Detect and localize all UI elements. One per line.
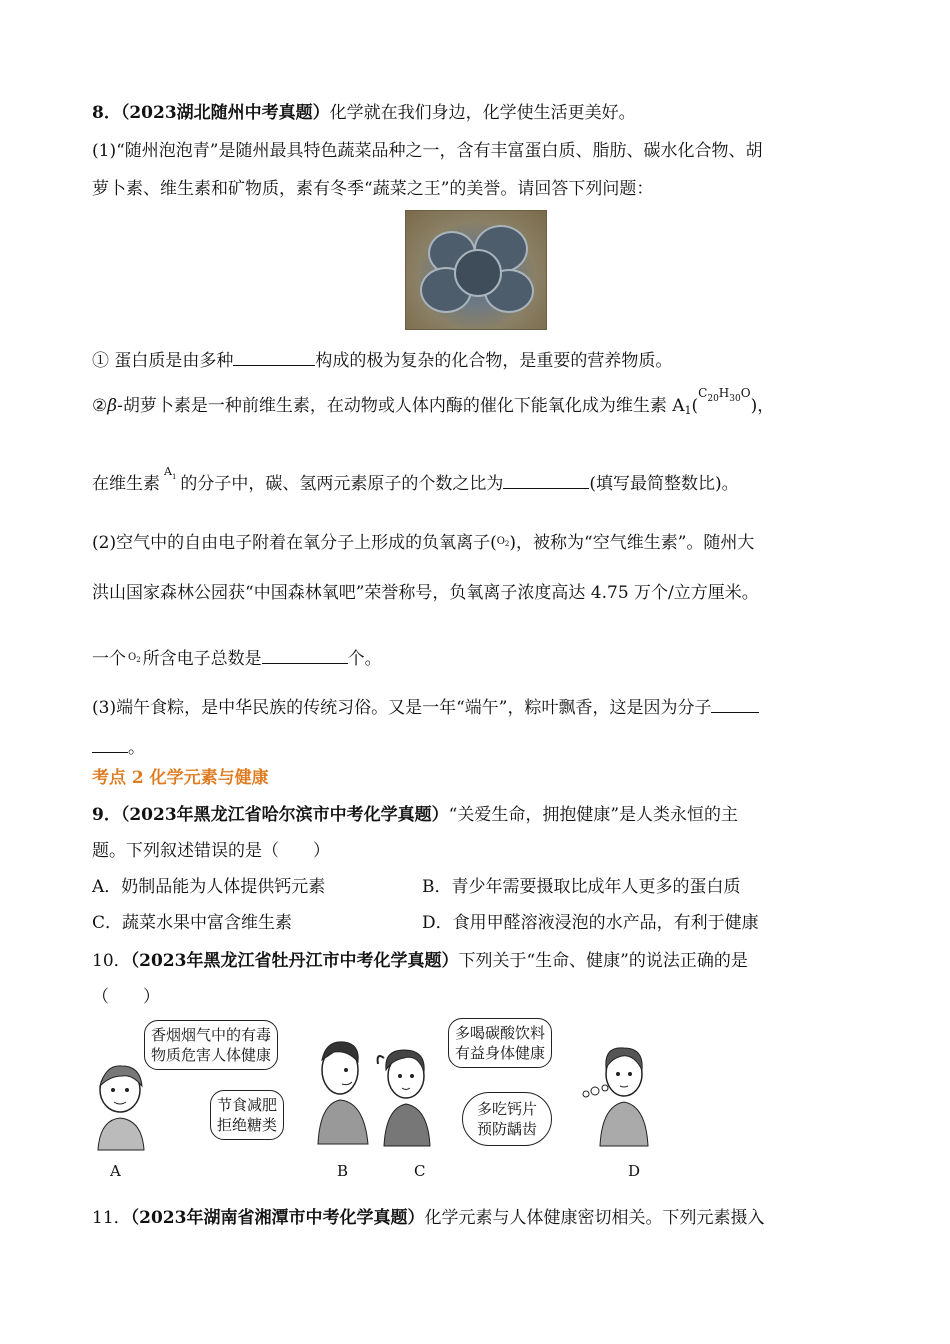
q10-line2: （ ） [92,987,160,1007]
answer-blank-4-cont[interactable] [92,734,128,753]
q8-sub1a: ① 蛋白质是由多种 构成的极为复杂的化合物，是重要的营养物质。 [92,347,672,372]
formula-o2: O2 [496,536,510,548]
q10-line1: 10．（2023年黑龙江省牡丹江市中考化学真题）下列关于“生命、健康”的说法正确的是 [92,951,748,971]
q8-part2-line3: 一个 $^{O_2}$ 所含电子总数是 个。 [92,645,382,673]
person-b-drawing [314,1036,374,1146]
section-heading: 考点 2 化学元素与健康 [92,768,269,788]
speech-bubble-c: 多喝碳酸饮料 有益身体健康 [448,1018,552,1068]
person-d-drawing [594,1040,654,1148]
formula-o2-b: O2 [128,652,141,664]
formula-a1: A1 [164,465,177,481]
answer-blank-1[interactable] [233,347,315,366]
q9-option-a[interactable]: A．奶制品能为人体提供钙元素 [92,877,326,897]
person-c-drawing [374,1044,438,1148]
speech-bubble-b: 节食减肥 拒绝糖类 [210,1090,284,1140]
q11-line1: 11．（2023年湖南省湘潭市中考化学真题）化学元素与人体健康密切相关。下列元素摄入 [92,1208,765,1228]
label-d: D [628,1162,641,1180]
speech-bubble-a: 香烟烟气中的有毒 物质危害人体健康 [144,1020,278,1070]
label-a: A [110,1162,121,1180]
thought-bubble-d: 多吃钙片 预防龋齿 [462,1092,552,1146]
q8-part1-line1: (1)“随州泡泡青”是随州最具特色蔬菜品种之一，含有丰富蛋白质、脂肪、碳水化合物、胡 [92,141,763,161]
q8-part1-line2: 萝卜素、维生素和矿物质，素有冬季“蔬菜之王”的美誉。请回答下列问题： [92,179,654,199]
q8-part3-line1: (3)端午食粽，是中华民族的传统习俗。又是一年“端午”，粽叶飘香，这是因为分子 [92,694,759,719]
q8-part3-line2: 。 [92,734,145,759]
answer-blank-3[interactable] [262,645,348,664]
vegetable-photo [405,210,547,330]
q9-option-d[interactable]: D．食用甲醛溶液浸泡的水产品，有利于健康 [422,913,759,933]
answer-blank-4[interactable] [711,694,759,713]
person-a-drawing [92,1060,148,1152]
formula-c20h30o: C20H30O [698,386,751,404]
q8-part2-line1: (2)空气中的自由电子附着在氧分子上形成的负氧离子($^{O_2}$)，被称为“空气维生素”。随州大 [92,533,755,553]
q8-intro: 化学就在我们身边，化学使生活更美好。 [329,103,636,123]
q9-option-c[interactable]: C．蔬菜水果中富含维生素 [92,913,293,933]
answer-blank-2[interactable] [503,470,589,489]
label-b: B [337,1162,349,1180]
label-c: C [414,1162,426,1180]
q8-title [92,102,636,124]
q8-sub1c: 在维生素$^{A_1}$ 的分子中，碳、氢两元素原子的个数之比为 (填写最简整数比)。 [92,465,739,494]
q8-source: （2023湖北随州中考真题） [120,103,330,123]
q8-number: 8． [92,103,121,123]
q9-line1: 9．（2023年黑龙江省哈尔滨市中考化学真题）“关爱生命，拥抱健康”是人类永恒的主 [92,805,739,825]
q9-line2: 题。下列叙述错误的是（ ） [92,841,330,861]
q10-illustration [92,1018,862,1153]
q8-part2-line2: 洪山国家森林公园获“中国森林氧吧”荣誉称号，负氧离子浓度高达 4.75 万个/立方厘米。 [92,583,759,603]
q9-option-b[interactable]: B．青少年需要摄取比成年人更多的蛋白质 [422,877,741,897]
q8-sub1b: ②β-胡萝卜素是一种前维生素，在动物或人体内酶的催化下能氧化成为维生素 A1($^{C_{20}H_{30}O}$)， [92,386,775,417]
